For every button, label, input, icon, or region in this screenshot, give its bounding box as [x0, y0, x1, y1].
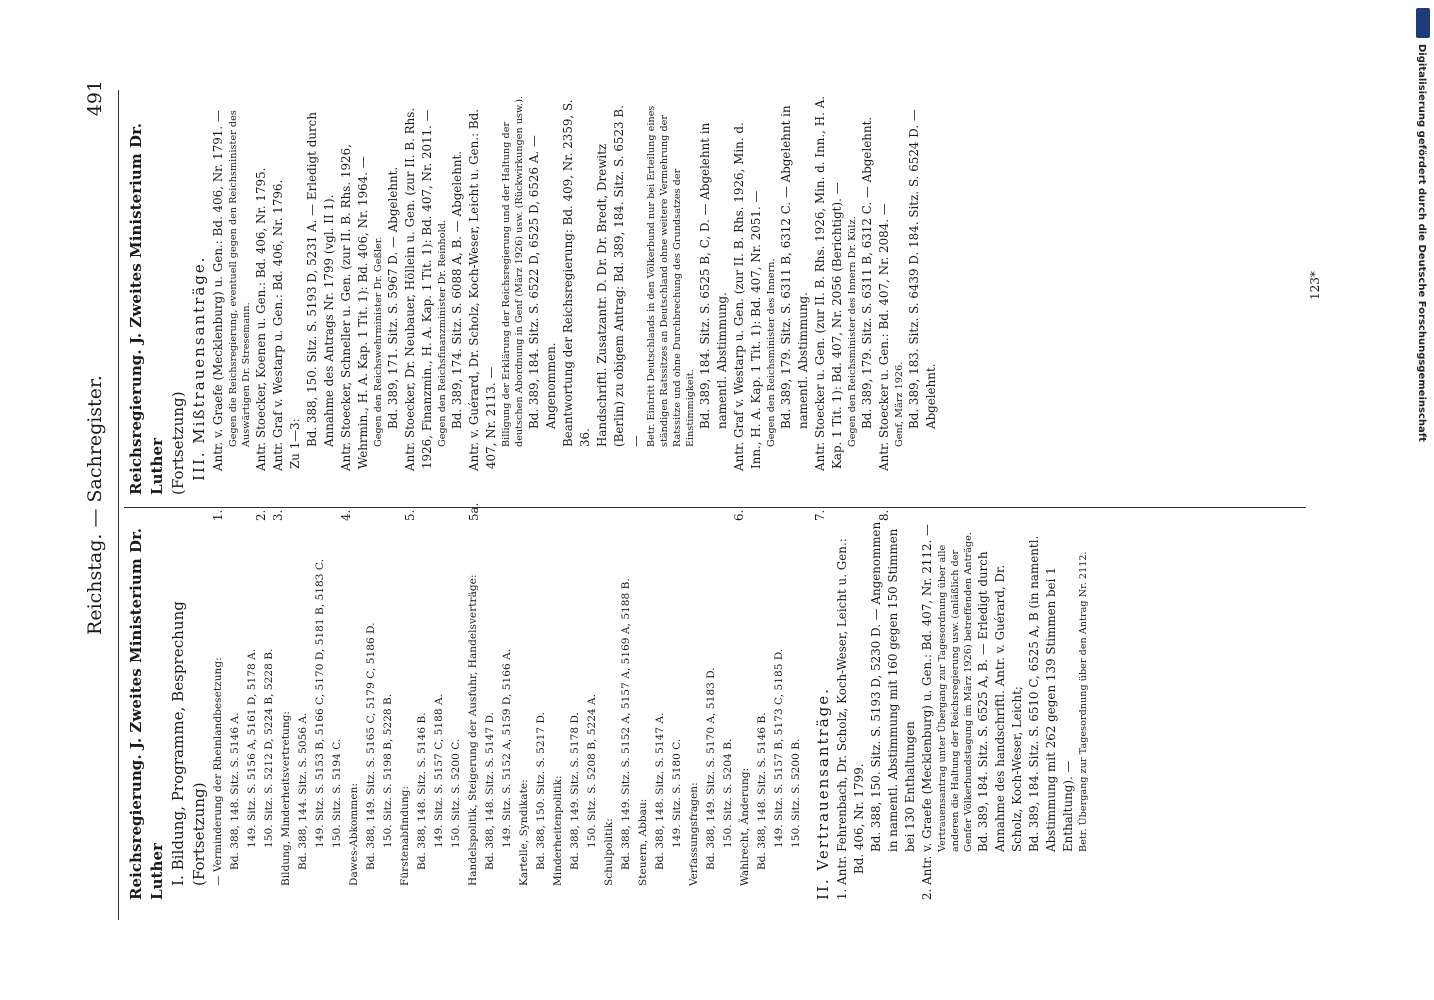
index-ref: Bd. 389, 184. Sitz. S. 6525 A, B. — Erledigt durch Annahme des handschriftl. Antr. v. Guérard, Dr. Scholz, Koch-Weser, Leicht; [976, 551, 1024, 852]
index-ref: Bd. 388, 149. Sitz. S. 5152 A, 5157 A, 5169 A, 5188 B. [620, 578, 632, 870]
motion-note: Gegen den Reichsfinanzminister Dr. Reinhold. [437, 219, 448, 447]
motion-note: Genf, März 1926. [894, 361, 905, 447]
category-label: — Verminderung der Rheinlandbesetzung: [212, 657, 224, 886]
index-ref: Bd. 388, 149. Sitz. S. 5170 A, 5183 D. [705, 667, 717, 870]
index-ref: Bd. 389, 183. Sitz. S. 6439 D. 184. Sitz. S. 6524 D. — Abgelehnt. [907, 109, 938, 429]
entry-number: 3. [271, 509, 285, 521]
entry-number: 8. [877, 509, 891, 521]
category-label: Minderheitenpolitik: [552, 775, 564, 886]
category-label: Fürstenabfindung: [399, 786, 411, 886]
no-confidence-motion-1: 1.Antr. v. Graefe (Mecklenburg) u. Gen.: Bd. 406, Nr. 1791. — [211, 110, 225, 521]
section-3-title: III. Mißtrauensanträge. [190, 255, 208, 481]
index-ref: Bd. 388, 148. Sitz. S. 5146 B. [756, 712, 768, 870]
dfg-logo-icon [1416, 8, 1430, 38]
entry-number: 5a. [467, 502, 481, 521]
index-ref: Bd. 388, 150. Sitz. S. 5193 D, 5231 A. — Erledigt durch Annahme des Antrags Nr. 1799 (vgl. II 1). [305, 112, 336, 447]
index-ref: 150. Sitz. S. 5204 B. [722, 738, 734, 848]
index-ref: Bd. 389, 184. Sitz. S. 6510 C, 6525 A, B (in namentl. Abstimmung mit 262 gegen 139 Stimmen bei 1 Enthaltung). — [1027, 535, 1075, 852]
category-label: Steuern, Abbau: [637, 798, 649, 886]
entry-number: 2. [254, 509, 268, 521]
index-ref: Bd. 388, 148. Sitz. S. 5147 D. [484, 712, 496, 870]
category-label: Handelspolitik, Steigerung der Ausfuhr, Handelsverträge: [467, 574, 479, 886]
page-number: 491 [84, 80, 106, 117]
index-ref: Bd. 388, 150. Sitz. S. 5193 D, 5230 D. — Angenommen in namentl. Abstimmung mit 160 gegen 150 Stimmen bei 130 Enthaltungen [869, 521, 917, 852]
trust-motion-1: 1. Antr. Fehrenbach, Dr. Scholz, Koch-Weser, Leicht u. Gen.: Bd. 406, Nr. 1799. [835, 538, 866, 900]
index-ref: Bd. 388, 148. Sitz. S. 5147 A. [654, 712, 666, 870]
category-label: Schulpolitik: [603, 818, 615, 886]
motion-note: Gegen den Reichsminister des Innern Dr. Külz. [847, 216, 858, 447]
left-heading: Reichsregierung. J. Zweites Ministerium Dr. Luther [127, 528, 166, 900]
index-ref: 150. Sitz. S. 5198 B, 5228 B. [382, 693, 394, 848]
category-label: Wahlrecht, Änderung: [739, 767, 751, 886]
index-ref: Bd. 389, 184. Sitz. S. 6522 D, 6525 D, 6526 A. — Angenommen. [527, 135, 558, 429]
running-title: Reichstag. — Sachregister. [84, 375, 106, 635]
index-ref: Bd. 389, 174. Sitz. S. 6088 A, B. — Abgelehnt. [450, 150, 464, 429]
index-ref: Bd. 389, 179. Sitz. S. 6311 B, 6312 C. — Abgelehnt in namentl. Abstimmung. [779, 105, 810, 429]
no-confidence-motion-4: 4.Antr. Stoecker, Schneller u. Gen. (zur II. B. Rhs. 1926, Wehrmin., H. A. Kap. 1 Tit. 1): Bd. 406, Nr. 1964. — [339, 144, 370, 521]
government-answer: Beantwortung der Reichsregierung: Bd. 409, Nr. 2359, S. 36. [561, 99, 592, 447]
motion-note: Betr. Übergang zur Tagesordnung über den Antrag Nr. 2112. [1078, 551, 1089, 852]
dfg-sidebar [1408, 0, 1434, 1000]
index-ref: 150. Sitz. S. 5212 D, 5224 B, 5228 B. [263, 648, 275, 848]
no-confidence-motion-5: 5.Antr. Stoecker, Dr. Neubauer, Höllein u. Gen. (zur II. B. Rhs. 1926, Finanzmin., H. A. Kap. 1 Tit. 1): Bd. 407, Nr. 2011. — [403, 107, 434, 521]
index-ref: 149. Sitz. S. 5157 B, 5173 C, 5185 D. [773, 648, 785, 848]
handwritten-amendment: Handschriftl. Zusatzantr. D. Dr. Dr. Bredt, Drewitz (Berlin) zu obigem Antrag: Bd. 389, 184. Sitz. S. 6523 B. — [595, 105, 643, 447]
index-ref: 149. Sitz. S. 5180 C. [671, 738, 683, 848]
index-ref: 149. Sitz. S. 5152 A, 5159 D, 5166 A. [501, 648, 513, 848]
entry-number: 6. [732, 509, 746, 521]
motion-note: Vertrauensantrag unter Übergang zur Tagesordnung über alle anderen die Haltung der Reichsregierung usw. (anläßlich der Genfer Völkerbundstagung im März 1926) betreffenden Anträge. [937, 532, 974, 852]
zu-label: Zu 1—3: [288, 418, 302, 469]
index-ref: Bd. 388, 148. Sitz. S. 5146 A. [229, 712, 241, 870]
index-ref: 150. Sitz. S. 5200 C. [450, 738, 462, 848]
motion-note: Betr. Eintritt Deutschlands in den Völkerbund nur bei Erteilung eines ständigen Ratssitzes an Deutschland ohne weitere Vermehrung der Ratssitze und ohne Durchbrechung des Grundsatzes der Einstimmigkeit. [646, 105, 696, 447]
right-column [126, 95, 940, 521]
motion-note: Gegen die Reichsregierung, eventuell gegen den Reichsminister des Auswärtigen Dr. Stresemann. [228, 110, 252, 447]
category-label: Dawes-Abkommen: [348, 783, 360, 886]
index-ref: Bd. 389, 184. Sitz. S. 6525 B, C, D. — Abgelehnt in namentl. Abstimmung. [698, 122, 729, 429]
index-ref: 150. Sitz. S. 5200 B. [790, 738, 802, 848]
index-ref: Bd. 388, 150. Sitz. S. 5217 D. [535, 712, 547, 870]
motion-note: Billigung der Erklärung der Reichsregierung und der Haltung der deutschen Abordnung in Genf (März 1926) usw. (Rückwirkungen usw.). [501, 95, 525, 447]
right-heading: Reichsregierung. J. Zweites Ministerium Dr. Luther [127, 123, 166, 495]
no-confidence-motion-6: 6.Antr. Graf v. Westarp u. Gen. (zur II. B. Rhs. 1926, Min. d. Inn., H. A. Kap. 1 Tit. 1): Bd. 407, Nr. 2051. — [732, 122, 763, 521]
motion-note: Gegen den Reichsminister des Innern. [766, 258, 777, 447]
no-confidence-motion-8: 8.Antr. Stoecker u. Gen.: Bd. 407, Nr. 2084. — [877, 203, 891, 521]
no-confidence-motion-7: 7.Antr. Stoecker u. Gen. (zur II. B. Rhs. 1926, Min. d. Inn., H. A. Kap. 1 Tit. 1): Bd. 407, Nr. 2056 (Berichtigt). — [813, 95, 844, 521]
no-confidence-motion-3: 3.Antr. Graf v. Westarp u. Gen.: Bd. 406, Nr. 1796. [271, 179, 285, 521]
trust-motion-2: 2. Antr. v. Graefe (Mecklenburg) u. Gen.: Bd. 407, Nr. 2112. — [920, 523, 934, 900]
page-header [82, 80, 112, 930]
index-ref: Bd. 388, 149. Sitz. S. 5165 C, 5179 C, 5186 D. [365, 622, 377, 870]
motion-5a: 5a.Antr. v. Guérard, Dr. Scholz, Koch-Weser, Leicht u. Gen.: Bd. 407, Nr. 2113. — [467, 108, 498, 521]
index-ref: Bd. 388, 144. Sitz. S. 5056 A. [297, 712, 309, 870]
header-rule [118, 90, 119, 920]
left-column [126, 520, 1090, 900]
signature-mark: 123* [1308, 271, 1322, 300]
index-ref: Bd. 389, 179. Sitz. S. 6311 B, 6312 C. — Abgelehnt. [860, 116, 874, 429]
entry-number: 7. [813, 509, 827, 521]
category-label: Kartelle, Syndikate: [518, 779, 530, 886]
category-label: Bildung, Minderheitsvertretung: [280, 710, 292, 886]
entry-number: 1. [211, 509, 225, 521]
right-heading-cont: (Fortsetzung) [169, 391, 187, 495]
index-ref: 150. Sitz. S. 5208 B, 5224 A. [586, 693, 598, 848]
index-ref: 149. Sitz. S. 5153 B, 5166 C, 5170 D, 5181 B, 5183 C. [314, 559, 326, 848]
index-ref: 149. Sitz. S. 5157 C, 5188 A. [433, 693, 445, 848]
index-ref: Bd. 389, 171. Sitz. S. 5967 D. — Abgelehnt. [386, 166, 400, 429]
motion-note: Gegen den Reichswehrminister Dr. Geßler. [373, 236, 384, 447]
entry-number: 5. [403, 509, 417, 521]
entry-number: 4. [339, 509, 353, 521]
index-ref: 150. Sitz. S. 5194 C. [331, 738, 343, 848]
sidebar-credit: Digitalisierung gefördert durch die Deutsche Forschungsgemeinschaft [1416, 44, 1427, 442]
section-1-title: I. Bildung, Programme, Besprechung (Fortsetzung) [169, 601, 208, 886]
column-divider [124, 507, 1306, 508]
section-2-title: II. Vertrauensanträge. [814, 687, 832, 900]
index-ref: Bd. 388, 148. Sitz. S. 5146 B. [416, 712, 428, 870]
index-ref: Bd. 388, 149. Sitz. S. 5178 D. [569, 712, 581, 870]
index-ref: 149. Sitz. S. 5156 A, 5161 D, 5178 A. [246, 648, 258, 848]
no-confidence-motion-2: 2.Antr. Stoecker, Koenen u. Gen.: Bd. 406, Nr. 1795. [254, 167, 268, 521]
category-label: Verfassungsfragen: [688, 782, 700, 886]
